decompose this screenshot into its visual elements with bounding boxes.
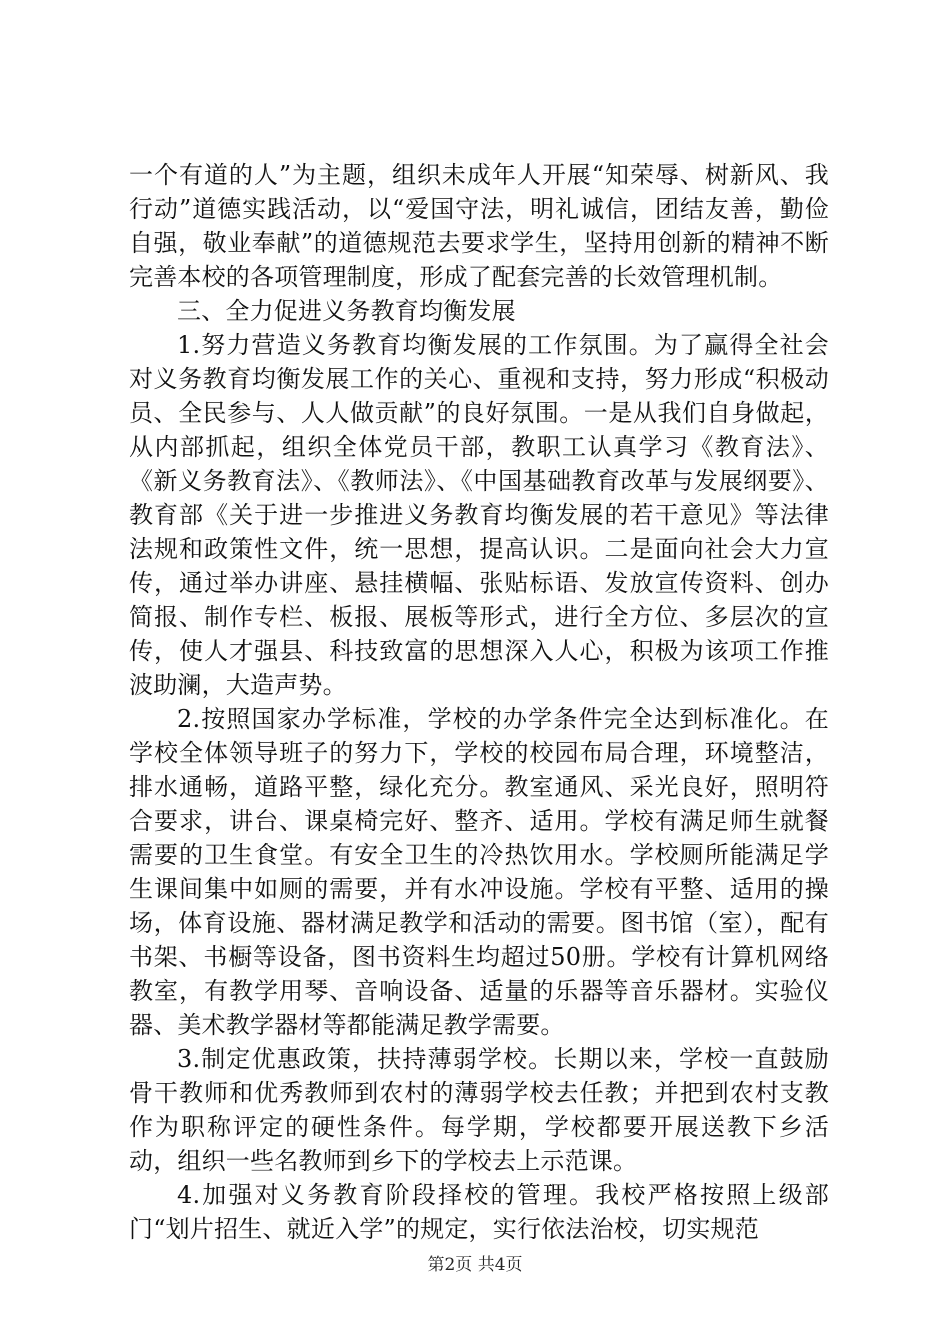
paragraph-item-2: 2.按照国家办学标准，学校的办学条件完全达到标准化。在学校全体领导班子的努力下，学校的校园布局合理，环境整洁，排水通畅，道路平整，绿化充分。教室通风、采光良好，照明符合要求，讲台、课桌椅完好、整齐、适用。学校有满足师生就餐需要的卫生食堂。有安全卫生的冷热饮用水。学校厕所能满足学生课间集中如厕的需要，并有水冲设施。学校有平整、适用的操场，体育设施、器材满足教学和活动的需要。图书馆（室），配有书架、书橱等设备，图书资料生均超过50册。学校有计算机网络教室，有教学用琴、音响设备、适量的乐器等音乐器材。实验仪器、美术教学器材等都能满足教学需要。 [129,705,829,1039]
section-heading: 三、全力促进义务教育均衡发展 [177,297,516,325]
paragraph-item-3: 3.制定优惠政策，扶持薄弱学校。长期以来，学校一直鼓励骨干教师和优秀教师到农村的薄弱学校去任教；并把到农村支教作为职称评定的硬性条件。每学期，学校都要开展送教下乡活动，组织一些名教师到乡下的学校去上示范课。 [129,1045,829,1175]
page-footer: 第2页 共4页 [427,1255,523,1275]
document-body [129,158,829,1246]
paragraph-item-1: 1.努力营造义务教育均衡发展的工作氛围。为了赢得全社会对义务教育均衡发展工作的关心、重视和支持，努力形成“积极动员、全民参与、人人做贡献”的良好氛围。一是从我们自身做起，从内部抓起，组织全体党员干部，教职工认真学习《教育法》、《新义务教育法》、《教师法》、《中国基础教育改革与发展纲要》、教育部《关于进一步推进义务教育均衡发展的若干意见》等法律法规和政策性文件，统一思想，提高认识。二是面向社会大力宣传，通过举办讲座、悬挂横幅、张贴标语、发放宣传资料、创办简报、制作专栏、板报、展板等形式，进行全方位、多层次的宣传，使人才强县、科技致富的思想深入人心，积极为该项工作推波助澜，大造声势。 [129,331,829,699]
paragraph-item-4: 4.加强对义务教育阶段择校的管理。我校严格按照上级部门“划片招生、就近入学”的规定，实行依法治校，切实规范 [129,1181,829,1243]
paragraph-continuation: 一个有道的人”为主题，组织未成年人开展“知荣辱、树新风、我行动”道德实践活动，以“爱国守法，明礼诚信，团结友善，勤俭自强，敬业奉献”的道德规范去要求学生，坚持用创新的精神不断完善本校的各项管理制度，形成了配套完善的长效管理机制。 [129,161,829,291]
